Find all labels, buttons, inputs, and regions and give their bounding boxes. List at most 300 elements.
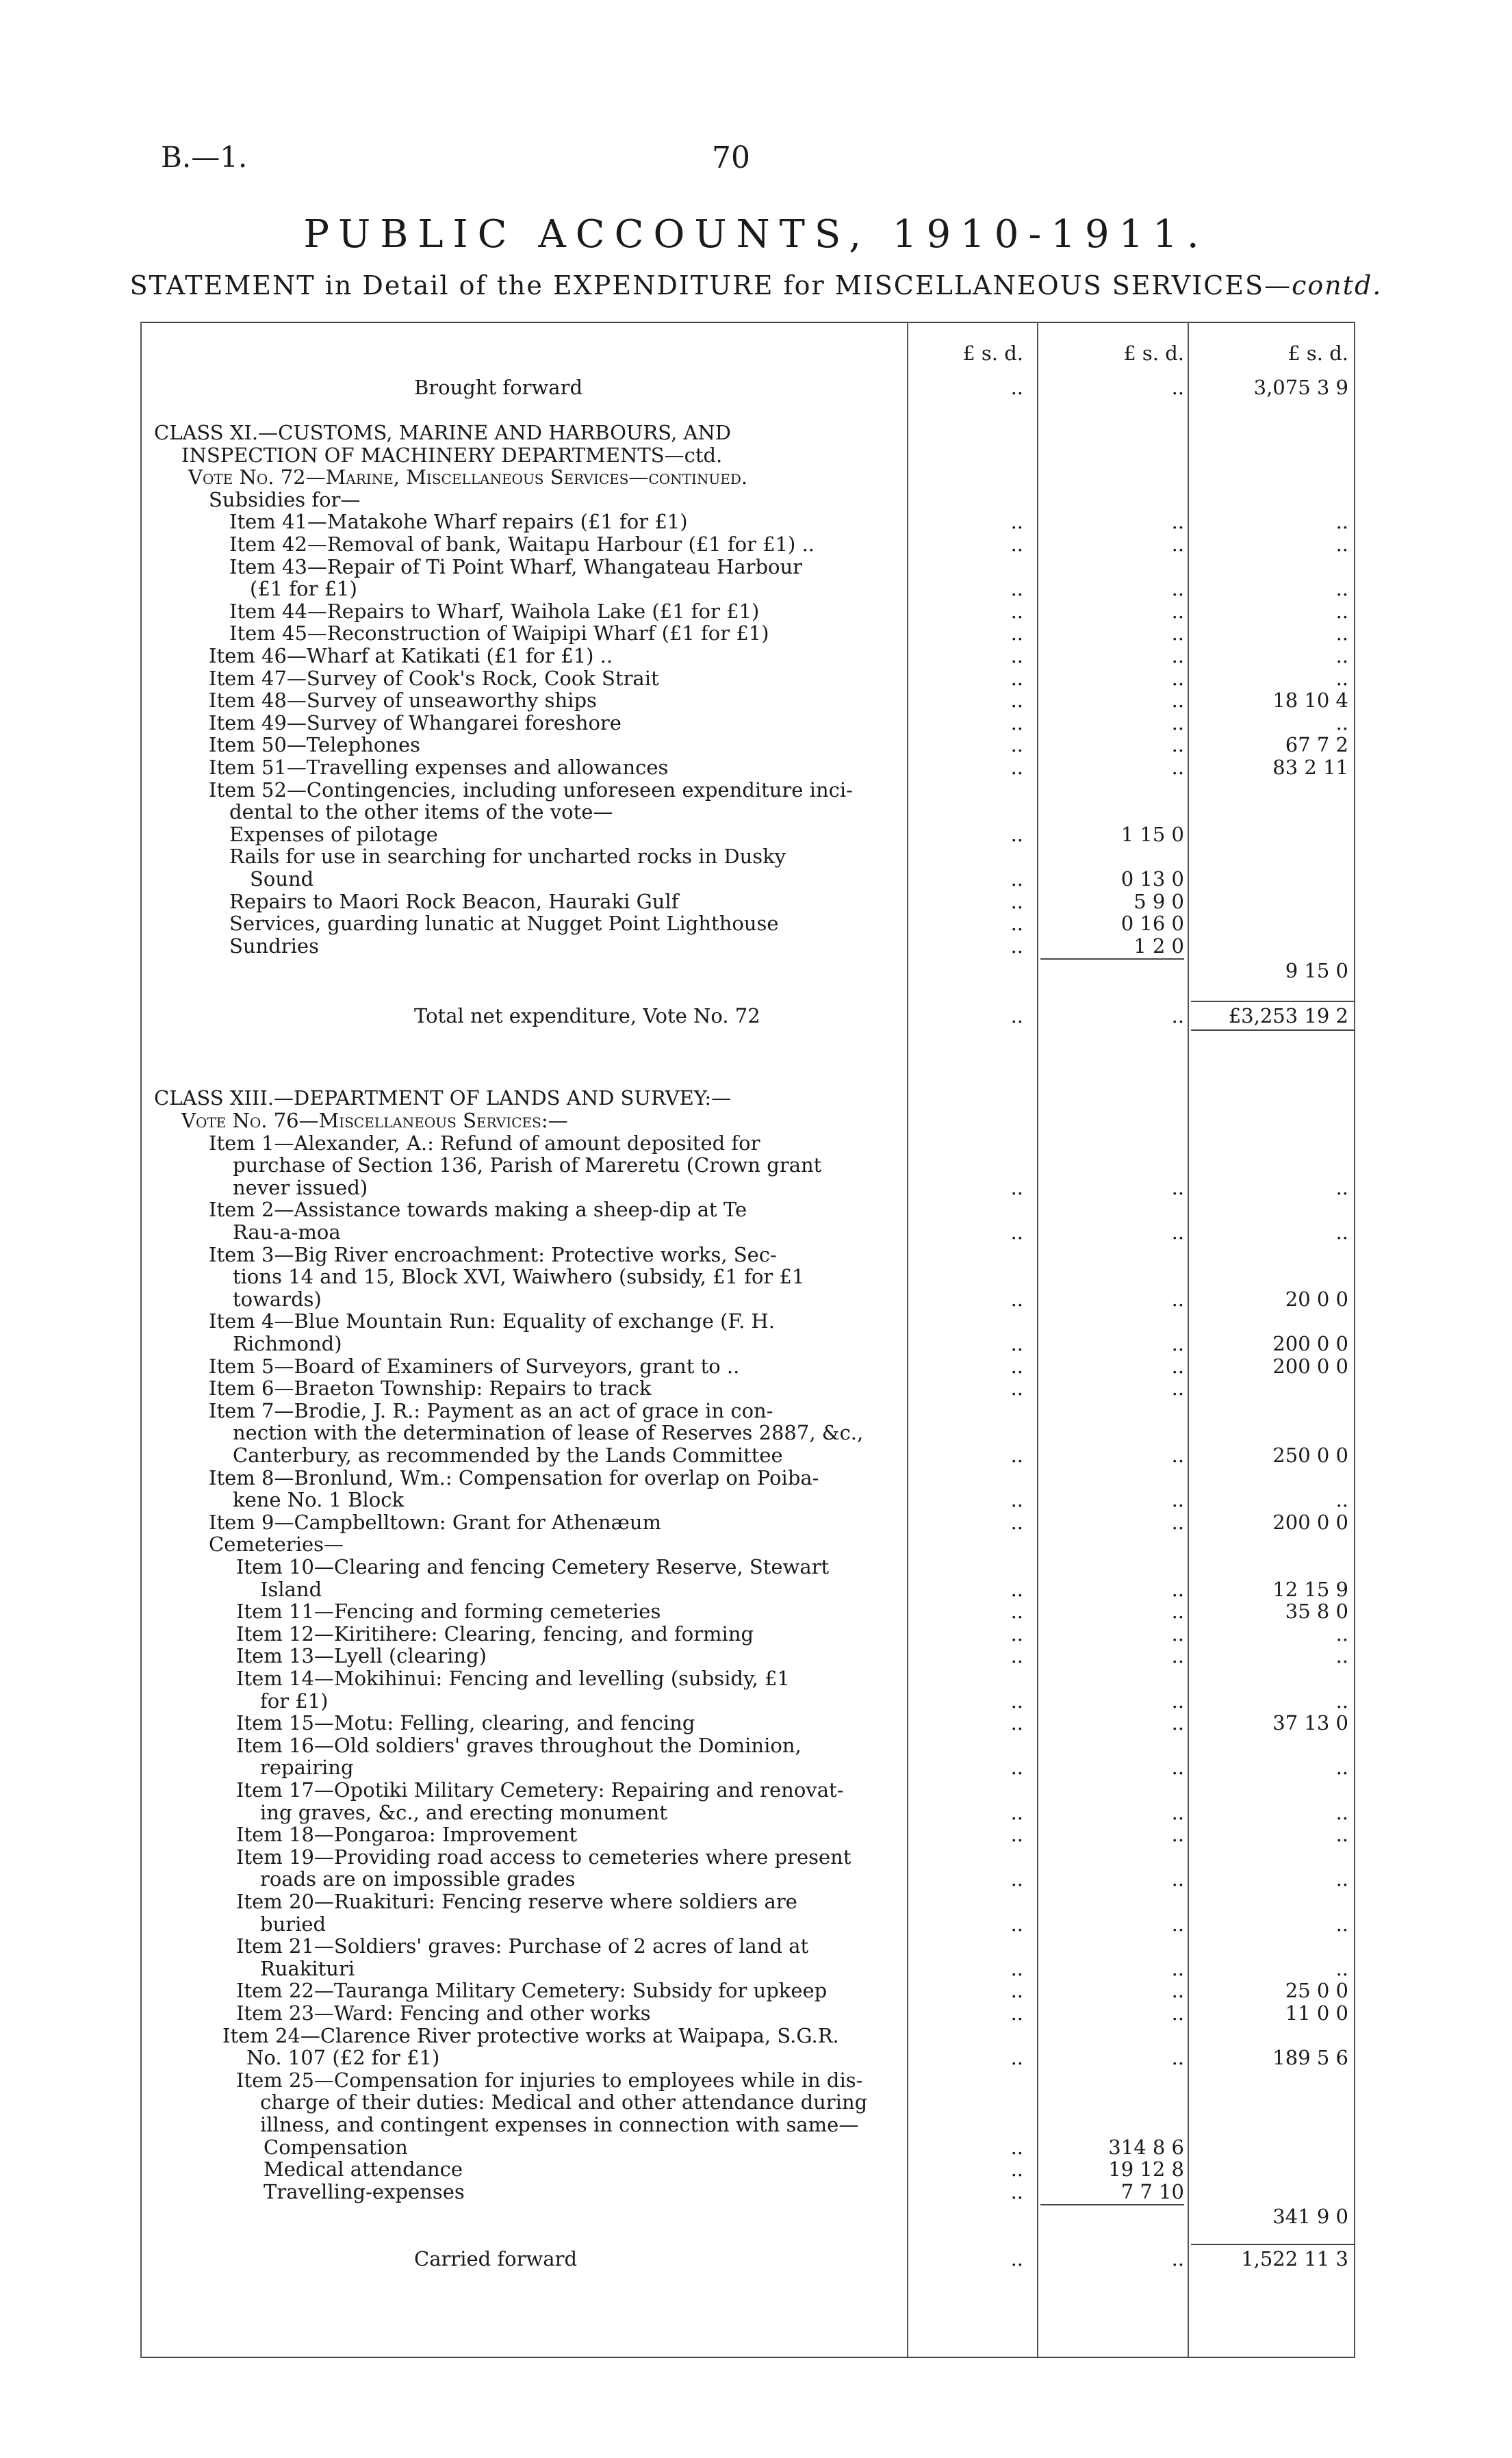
row-description: Item 11—Fencing and forming cemeteries: [236, 1600, 661, 1624]
table-row: [140, 1868, 1355, 1891]
row-amount-c3: ..: [1171, 1711, 1184, 1735]
row-amount-c4: ..: [1335, 533, 1348, 556]
row-amount-c3: ..: [1171, 577, 1184, 601]
row-description: Services, guarding lunatic at Nugget Point Lighthouse: [229, 912, 779, 936]
row-amount-c4: ..: [1335, 710, 1348, 734]
row-amount-c3: ..: [1171, 1956, 1184, 1980]
row-description: Expenses of pilotage: [229, 822, 438, 846]
expenditure-table: [140, 322, 1355, 2358]
row-amount-c2: ..: [1010, 1287, 1023, 1311]
row-description: Total net expenditure, Vote No. 72: [414, 1004, 760, 1028]
row-description: Item 9—Campbelltown: Grant for Athenæum: [209, 1510, 662, 1534]
row-amount-c3: ..: [1171, 1912, 1184, 1936]
row-description: never issued): [233, 1175, 368, 1199]
table-row: [140, 1132, 1355, 1155]
row-amount-c2: ..: [1010, 2001, 1023, 2025]
row-amount-c4: ..: [1335, 1689, 1348, 1713]
row-description: Item 13—Lyell (clearing): [236, 1644, 487, 1668]
row-amount-c2: ..: [1010, 666, 1023, 690]
page-title: PUBLIC ACCOUNTS, 1910-1911.: [303, 212, 1209, 257]
row-amount-c4: ..: [1335, 666, 1348, 690]
table-row: [140, 756, 1355, 779]
row-amount-c3: ..: [1171, 2046, 1184, 2070]
row-description: Item 44—Repairs to Wharf, Waihola Lake (£1 for £1): [229, 599, 760, 623]
row-description: No. 107 (£2 for £1): [246, 2046, 440, 2070]
row-description: ing graves, &c., and erecting monument: [260, 1800, 667, 1824]
row-description: CLASS XIII.—DEPARTMENT OF LANDS AND SURVEY:—: [154, 1086, 732, 1110]
table-row: [140, 2158, 1355, 2181]
row-amount-c2: ..: [1010, 1354, 1023, 1378]
table-row: [140, 1823, 1355, 1846]
row-amount-c3: ..: [1171, 1175, 1184, 1199]
row-description: Island: [260, 1577, 322, 1601]
row-description: Item 2—Assistance towards making a sheep-dip at Te: [209, 1198, 747, 1222]
row-amount-c2: ..: [1010, 2135, 1023, 2159]
row-description: Item 14—Mokihinui: Fencing and levelling (subsidy, £1: [236, 1667, 790, 1690]
row-amount-c4: 25 0 0: [1285, 1979, 1348, 2003]
row-description: Item 6—Braeton Township: Repairs to track: [209, 1377, 652, 1400]
row-description: (£1 for £1): [250, 577, 357, 601]
table-row: [140, 801, 1355, 823]
table-row: [140, 1310, 1355, 1333]
table-row: [140, 1734, 1355, 1757]
row-description: Cemeteries—: [209, 1533, 344, 1557]
row-description: Item 3—Big River encroachment: Protective works, Sec-: [209, 1242, 777, 1266]
row-description: Item 7—Brodie, J. R.: Payment as an act of grace in con-: [209, 1398, 773, 1422]
table-row: [140, 1333, 1355, 1355]
row-description: Canterbury, as recommended by the Lands Committee: [233, 1444, 783, 1467]
row-amount-c2: ..: [1010, 1711, 1023, 1735]
row-description: Ruakituri: [260, 1956, 355, 1980]
row-description: Item 15—Motu: Felling, clearing, and fencing: [236, 1711, 695, 1735]
row-amount-c4: 37 13 0: [1272, 1711, 1348, 1735]
row-description: Rails for use in searching for uncharted rocks in Dusky: [229, 845, 786, 869]
row-amount-c3: 7 7 10: [1120, 2179, 1184, 2203]
vote-total-row: [140, 1005, 1355, 1027]
table-row: [140, 1712, 1355, 1734]
table-row: [140, 2047, 1355, 2069]
row-amount-c4: 12 15 9: [1272, 1577, 1348, 1601]
table-row: [140, 533, 1355, 556]
row-amount-c4: ..: [1335, 1220, 1348, 1244]
row-description: Item 10—Clearing and fencing Cemetery Reserve, Stewart: [236, 1555, 830, 1578]
row-amount-c3: ..: [1171, 1510, 1184, 1534]
row-amount-c2: ..: [1010, 1220, 1023, 1244]
row-amount-c2: ..: [1010, 1756, 1023, 1780]
row-amount-c2: ..: [1010, 756, 1023, 779]
table-row: [140, 1444, 1355, 1467]
row-amount-c2: ..: [1010, 2247, 1023, 2271]
row-amount-c4: 250 0 0: [1272, 1444, 1348, 1467]
row-amount-c3: ..: [1171, 599, 1184, 623]
row-description: Item 41—Matakohe Wharf repairs (£1 for £1): [229, 510, 688, 534]
table-row: [140, 1177, 1355, 1199]
row-description: buried: [260, 1912, 326, 1936]
table-row: [140, 1645, 1355, 1667]
table-row: [140, 712, 1355, 734]
row-amount-c3: ..: [1171, 1577, 1184, 1601]
row-amount-c3: ..: [1171, 1800, 1184, 1824]
row-description: Item 51—Travelling expenses and allowances: [209, 756, 669, 779]
row-amount-c3: ..: [1171, 1220, 1184, 1244]
row-amount-c2: ..: [1010, 1912, 1023, 1936]
vote-total-rule-bottom: [1191, 1029, 1355, 1031]
row-description: Item 23—Ward: Fencing and other works: [236, 2001, 651, 2025]
row-amount-c2: ..: [1010, 1600, 1023, 1624]
row-description: Item 47—Survey of Cook's Rock, Cook Strait: [209, 666, 659, 690]
table-row: [140, 1556, 1355, 1578]
row-amount-c3: ..: [1171, 733, 1184, 757]
table-row: [140, 1802, 1355, 1824]
row-amount-c4: 200 0 0: [1272, 1354, 1348, 1378]
table-row: [140, 1266, 1355, 1288]
table-row: [140, 600, 1355, 623]
contingencies-total-row: [140, 960, 1355, 982]
row-amount-c3: ..: [1171, 2247, 1184, 2271]
row-amount-c3: 1 2 0: [1133, 934, 1184, 958]
subsidies-heading: [140, 489, 1355, 511]
row-description: dental to the other items of the vote—: [229, 800, 613, 824]
table-row: [140, 2114, 1355, 2136]
table-row: [140, 689, 1355, 712]
table-row: [140, 622, 1355, 645]
row-amount-c3: ..: [1171, 756, 1184, 779]
row-description: for £1): [260, 1689, 329, 1713]
row-amount-c4: ..: [1335, 577, 1348, 601]
row-amount-c3: ..: [1171, 1823, 1184, 1847]
row-amount-c3: ..: [1171, 1600, 1184, 1624]
row-amount-c3: ..: [1171, 510, 1184, 534]
row-amount-c2: ..: [1010, 1644, 1023, 1668]
row-description: Item 45—Reconstruction of Waipipi Wharf (£1 for £1): [229, 622, 769, 645]
table-row: [140, 1667, 1355, 1690]
row-amount-c4: ..: [1335, 1867, 1348, 1891]
row-description: Item 18—Pongaroa: Improvement: [236, 1823, 578, 1847]
row-amount-c2: ..: [1010, 2179, 1023, 2203]
row-amount-c3: ..: [1171, 644, 1184, 667]
row-description: CLASS XI.—CUSTOMS, MARINE AND HARBOURS, AND: [154, 421, 732, 444]
row-amount-c3: ..: [1171, 1004, 1184, 1028]
row-amount-c2: ..: [1010, 599, 1023, 623]
row-amount-c2: ..: [1010, 867, 1023, 891]
row-amount-c2: ..: [1010, 533, 1023, 556]
row-amount-c3: 19 12 8: [1108, 2158, 1184, 2181]
row-amount-c3: ..: [1171, 666, 1184, 690]
row-amount-c3: ..: [1171, 622, 1184, 645]
table-row: [140, 891, 1355, 913]
row-amount-c3: ..: [1171, 376, 1184, 399]
row-amount-c2: ..: [1010, 822, 1023, 846]
row-amount-c2: ..: [1010, 689, 1023, 713]
table-row: [140, 868, 1355, 891]
row-description: tions 14 and 15, Block XVI, Waiwhero (subsidy, £1 for £1: [233, 1265, 805, 1289]
table-row: [140, 1221, 1355, 1244]
row-amount-c2: ..: [1010, 1800, 1023, 1824]
table-row: [140, 734, 1355, 756]
table-row: [140, 1533, 1355, 1556]
row-amount-c2: ..: [1010, 1823, 1023, 1847]
row-description: Item 48—Survey of unseaworthy ships: [209, 689, 597, 713]
row-description: Travelling-expenses: [264, 2179, 465, 2203]
table-row: [140, 1690, 1355, 1713]
row-description: Item 21—Soldiers' graves: Purchase of 2 acres of land at: [236, 1934, 809, 1958]
row-amount-c4: 200 0 0: [1272, 1510, 1348, 1534]
row-amount-c3: ..: [1171, 1689, 1184, 1713]
row-description: Vote No. 76—Miscellaneous Services:—: [181, 1109, 568, 1132]
row-amount-c3: ..: [1171, 1488, 1184, 1512]
row-description: Brought forward: [414, 376, 583, 399]
table-row: [140, 2136, 1355, 2159]
col2-header: £ s. d.: [962, 342, 1023, 365]
row-amount-c2: ..: [1010, 376, 1023, 399]
row-amount-c3: ..: [1171, 1979, 1184, 2003]
document-reference: B.—1.: [161, 140, 248, 174]
row-description: Compensation: [264, 2135, 408, 2159]
page-number: 70: [712, 140, 750, 175]
table-row: [140, 1846, 1355, 1869]
table-row: [140, 1244, 1355, 1266]
table-row: [140, 2181, 1355, 2203]
row-amount-c3: ..: [1171, 1622, 1184, 1646]
row-amount-c3: ..: [1171, 533, 1184, 556]
row-description: purchase of Section 136, Parish of Mareretu (Crown grant: [233, 1153, 822, 1177]
row-amount-c4: ..: [1335, 644, 1348, 667]
row-amount-c2: ..: [1010, 622, 1023, 645]
row-amount-c4: ..: [1335, 1912, 1348, 1936]
table-row: [140, 511, 1355, 533]
row-description: Item 46—Wharf at Katikati (£1 for £1) ..: [209, 644, 613, 667]
page-subtitle: [0, 270, 1512, 300]
vote-total-rule: [1191, 1001, 1355, 1002]
table-row: [140, 1511, 1355, 1534]
row-amount-c2: ..: [1010, 1956, 1023, 1980]
row-description: nection with the determination of lease of Reserves 2887, &c.,: [233, 1421, 864, 1445]
row-amount-c2: ..: [1010, 1689, 1023, 1713]
row-description: Item 1—Alexander, A.: Refund of amount deposited for: [209, 1131, 760, 1155]
row-amount-c4: ..: [1335, 599, 1348, 623]
table-top-rule: [140, 322, 1355, 323]
row-description: kene No. 1 Block: [233, 1488, 405, 1512]
row-amount-c2: ..: [1010, 934, 1023, 958]
col4-header: £ s. d.: [1287, 342, 1348, 365]
row-amount-c4: ..: [1335, 1956, 1348, 1980]
row-description: Item 17—Opotiki Military Cemetery: Repairing and renovat-: [236, 1778, 844, 1802]
row-description: Item 5—Board of Examiners of Surveyors, grant to ..: [209, 1354, 740, 1378]
table-row: [140, 2069, 1355, 2092]
table-row: [140, 1756, 1355, 1779]
row-description: Item 42—Removal of bank, Waitapu Harbour (£1 for £1) ..: [229, 533, 815, 556]
table-row: [140, 1578, 1355, 1601]
row-description: repairing: [260, 1756, 354, 1780]
row-description: Item 49—Survey of Whangarei foreshore: [209, 710, 622, 734]
row-amount-c4: ..: [1335, 1756, 1348, 1780]
row-amount-c4: ..: [1335, 1823, 1348, 1847]
col3-header: £ s. d.: [1123, 342, 1184, 365]
table-row: [140, 935, 1355, 958]
row-amount-c2: ..: [1010, 1867, 1023, 1891]
row-amount-c2: ..: [1010, 1510, 1023, 1534]
row-amount-c4: ..: [1335, 1622, 1348, 1646]
row-amount-c4: ..: [1335, 1800, 1348, 1824]
brought-forward-row: [140, 376, 1355, 399]
row-description: Item 50—Telephones: [209, 733, 421, 757]
row-amount-c4: 20 0 0: [1285, 1287, 1348, 1311]
row-amount-c4: 35 8 0: [1285, 1600, 1348, 1624]
row-description: Item 24—Clarence River protective works at Waipapa, S.G.R.: [222, 2023, 839, 2047]
row-amount-c2: ..: [1010, 1577, 1023, 1601]
row-amount-c2: ..: [1010, 577, 1023, 601]
table-bottom-rule: [140, 2357, 1355, 2358]
row-description: Subsidies for—: [209, 487, 361, 511]
row-amount-c3: ..: [1171, 1377, 1184, 1400]
row-description: Item 19—Providing road access to cemeteries where present: [236, 1845, 851, 1869]
row-amount-c4: 9 15 0: [1285, 959, 1348, 983]
row-description: Sundries: [229, 934, 319, 958]
row-amount-c2: ..: [1010, 2158, 1023, 2181]
row-amount-c4: 67 7 2: [1285, 733, 1348, 757]
row-description: Repairs to Maori Rock Beacon, Hauraki Gulf: [229, 889, 679, 913]
row-amount-c2: ..: [1010, 733, 1023, 757]
table-row: [140, 1489, 1355, 1511]
table-row: [140, 1623, 1355, 1646]
vote-heading: [140, 1110, 1355, 1132]
table-row: [140, 1891, 1355, 1913]
table-row: [140, 556, 1355, 578]
subtitle-text: STATEMENT in Detail of the EXPENDITURE for MISCELLANEOUS SERVICES: [129, 270, 1265, 300]
row-amount-c3: ..: [1171, 1867, 1184, 1891]
row-amount-c2: ..: [1010, 710, 1023, 734]
class-heading: [140, 422, 1355, 444]
class-heading: [140, 444, 1355, 467]
row-amount-c3: ..: [1171, 1756, 1184, 1780]
row-amount-c2: ..: [1010, 1488, 1023, 1512]
row-description: Item 43—Repair of Ti Point Wharf, Whangateau Harbour: [229, 554, 803, 578]
table-row: [140, 1422, 1355, 1444]
row-description: Item 8—Bronlund, Wm.: Compensation for overlap on Poiba-: [209, 1465, 819, 1489]
row-amount-c3: ..: [1171, 1354, 1184, 1378]
row-amount-c3: 314 8 6: [1108, 2135, 1184, 2159]
table-row: [140, 667, 1355, 690]
row-description: Vote No. 72—Marine, Miscellaneous Services—continued.: [188, 465, 748, 489]
row-amount-c3: ..: [1171, 1644, 1184, 1668]
row-amount-c4: 11 0 0: [1285, 2001, 1348, 2025]
row-description: Sound: [250, 867, 314, 891]
row-amount-c2: ..: [1010, 1004, 1023, 1028]
row-description: Richmond): [233, 1332, 342, 1355]
row-description: Item 4—Blue Mountain Run: Equality of exchange (F. H.: [209, 1309, 776, 1333]
row-amount-c2: ..: [1010, 510, 1023, 534]
row-amount-c2: ..: [1010, 1979, 1023, 2003]
row-amount-c4: 189 5 6: [1272, 2046, 1348, 2070]
row-amount-c2: ..: [1010, 1175, 1023, 1199]
table-row: [140, 1377, 1355, 1400]
row-amount-c3: ..: [1171, 1444, 1184, 1467]
table-row: [140, 1355, 1355, 1378]
row-amount-c4: ..: [1335, 1644, 1348, 1668]
table-row: [140, 1154, 1355, 1177]
class-heading: [140, 1087, 1355, 1110]
row-amount-c2: ..: [1010, 1377, 1023, 1400]
row-amount-c3: ..: [1171, 2001, 1184, 2025]
row-description: Rau-a-moa: [233, 1220, 341, 1244]
row-description: illness, and contingent expenses in connection with same—: [260, 2113, 859, 2136]
row-description: roads are on impossible grades: [260, 1867, 576, 1891]
row-amount-c4: 341 9 0: [1272, 2205, 1348, 2229]
column-headers: [140, 342, 1355, 365]
table-row: [140, 845, 1355, 868]
row-amount-c2: ..: [1010, 1622, 1023, 1646]
row-amount-c2: ..: [1010, 889, 1023, 913]
row-description: Medical attendance: [264, 2158, 463, 2181]
row-description: Item 16—Old soldiers' graves throughout the Dominion,: [236, 1733, 802, 1757]
row-amount-c3: 1 15 0: [1120, 822, 1184, 846]
table-row: [140, 2091, 1355, 2114]
row-amount-c4: ..: [1335, 1175, 1348, 1199]
item25-total-row: [140, 2205, 1355, 2228]
table-row: [140, 2025, 1355, 2047]
table-row: [140, 779, 1355, 802]
row-amount-c4: 200 0 0: [1272, 1332, 1348, 1355]
row-amount-c3: 5 9 0: [1133, 889, 1184, 913]
row-description: Item 52—Contingencies, including unforeseen expenditure inci-: [209, 778, 853, 802]
row-amount-c3: ..: [1171, 710, 1184, 734]
row-amount-c4: £3,253 19 2: [1228, 1004, 1348, 1028]
row-description: INSPECTION OF MACHINERY DEPARTMENTS—ctd.: [181, 443, 723, 467]
table-row: [140, 578, 1355, 600]
subtitle-contd: —contd.: [1264, 270, 1383, 300]
row-description: towards): [233, 1287, 322, 1311]
row-amount-c3: 0 16 0: [1120, 912, 1184, 936]
row-amount-c3: 0 13 0: [1120, 867, 1184, 891]
table-row: [140, 1980, 1355, 2002]
table-row: [140, 1913, 1355, 1936]
table-row: [140, 1779, 1355, 1802]
vote-heading: [140, 466, 1355, 489]
row-amount-c4: 1,522 11 3: [1241, 2247, 1348, 2271]
row-amount-c2: ..: [1010, 1444, 1023, 1467]
row-amount-c2: ..: [1010, 1332, 1023, 1355]
row-amount-c4: 83 2 11: [1272, 756, 1348, 779]
table-row: [140, 823, 1355, 846]
table-row: [140, 2002, 1355, 2025]
row-description: Item 22—Tauranga Military Cemetery: Subsidy for upkeep: [236, 1979, 828, 2003]
carried-forward-rule: [1191, 2244, 1355, 2245]
table-row: [140, 1400, 1355, 1422]
row-description: charge of their duties: Medical and other attendance during: [260, 2090, 868, 2114]
table-row: [140, 645, 1355, 667]
carried-forward-row: [140, 2248, 1355, 2270]
row-amount-c4: ..: [1335, 1488, 1348, 1512]
row-amount-c3: ..: [1171, 1332, 1184, 1355]
table-row: [140, 912, 1355, 935]
table-row: [140, 1288, 1355, 1311]
row-description: Item 12—Kiritihere: Clearing, fencing, and forming: [236, 1622, 754, 1646]
row-amount-c3: ..: [1171, 1287, 1184, 1311]
row-description: Carried forward: [414, 2247, 578, 2271]
row-amount-c2: ..: [1010, 644, 1023, 667]
row-description: Item 20—Ruakituri: Fencing reserve where soldiers are: [236, 1890, 797, 1913]
row-amount-c4: ..: [1335, 622, 1348, 645]
table-row: [140, 1958, 1355, 1980]
row-description: Item 25—Compensation for injuries to employees while in dis-: [236, 2068, 863, 2092]
row-amount-c4: ..: [1335, 510, 1348, 534]
row-amount-c2: ..: [1010, 2046, 1023, 2070]
row-amount-c4: 3,075 3 9: [1253, 376, 1348, 399]
table-row: [140, 1600, 1355, 1623]
table-row: [140, 1935, 1355, 1958]
row-amount-c2: ..: [1010, 912, 1023, 936]
row-amount-c4: 18 10 4: [1272, 689, 1348, 713]
